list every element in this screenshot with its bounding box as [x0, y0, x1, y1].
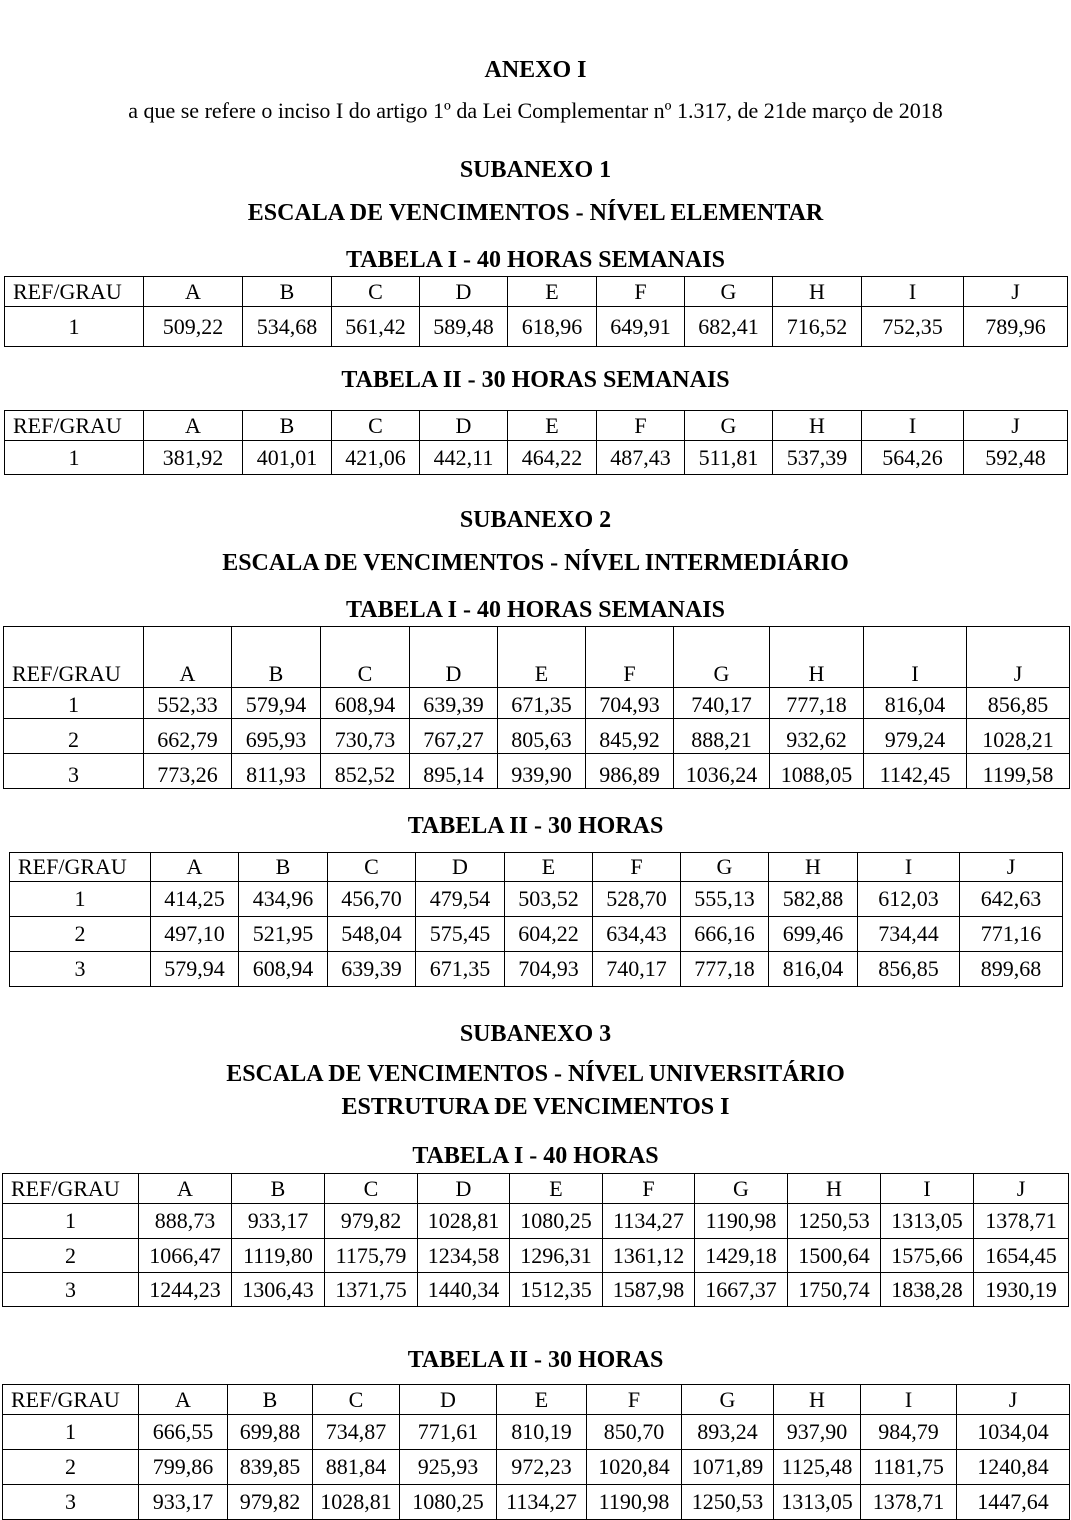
- salary-cell: 1028,21: [967, 719, 1070, 754]
- salary-cell: 434,96: [239, 882, 328, 917]
- salary-cell: 895,14: [410, 754, 498, 789]
- salary-cell: 1930,19: [974, 1273, 1069, 1307]
- column-header-grade: E: [510, 1174, 603, 1204]
- sub3-table2: [2, 1384, 1070, 1520]
- column-header-grade: E: [505, 853, 593, 882]
- salary-cell: 856,85: [858, 952, 960, 987]
- column-header-grade: C: [313, 1385, 400, 1415]
- salary-cell: 899,68: [960, 952, 1063, 987]
- salary-cell: 1190,98: [587, 1485, 682, 1520]
- salary-cell: 888,21: [674, 719, 770, 754]
- salary-cell: 1361,12: [603, 1239, 695, 1273]
- salary-cell: 634,43: [593, 917, 681, 952]
- salary-cell: 1125,48: [774, 1450, 861, 1485]
- ref-cell: 2: [3, 1239, 139, 1273]
- ref-cell: 3: [3, 1273, 139, 1307]
- column-header-grade: A: [151, 853, 239, 882]
- column-header-grade: H: [774, 1385, 861, 1415]
- table-header-row: [5, 277, 1068, 307]
- salary-cell: 487,43: [597, 441, 685, 475]
- salary-cell: 979,82: [228, 1485, 313, 1520]
- salary-cell: 511,81: [685, 441, 773, 475]
- column-header-grade: J: [960, 853, 1063, 882]
- salary-cell: 639,39: [328, 952, 416, 987]
- salary-cell: 939,90: [498, 754, 586, 789]
- ref-cell: 1: [3, 1204, 139, 1239]
- salary-cell: 1750,74: [788, 1273, 881, 1307]
- salary-cell: 564,26: [862, 441, 964, 475]
- column-header-grade: D: [420, 277, 508, 307]
- column-header-grade: E: [498, 627, 586, 688]
- column-header-grade: J: [967, 627, 1070, 688]
- column-header-grade: B: [243, 277, 332, 307]
- salary-cell: 649,91: [597, 307, 685, 347]
- table-row: [4, 754, 1070, 789]
- subanexo-1-title: SUBANEXO 1: [459, 157, 612, 183]
- salary-cell: 740,17: [593, 952, 681, 987]
- column-header-ref-grau: REF/GRAU: [3, 1385, 139, 1415]
- salary-cell: 1080,25: [510, 1204, 603, 1239]
- salary-cell: 699,88: [228, 1415, 313, 1450]
- salary-cell: 839,85: [228, 1450, 313, 1485]
- column-header-grade: G: [685, 277, 773, 307]
- salary-cell: 421,06: [332, 441, 420, 475]
- subanexo-2-title: SUBANEXO 2: [459, 507, 612, 533]
- salary-cell: 1250,53: [788, 1204, 881, 1239]
- salary-cell: 582,88: [769, 882, 858, 917]
- salary-cell: 579,94: [151, 952, 239, 987]
- column-header-grade: A: [139, 1174, 232, 1204]
- salary-cell: 1587,98: [603, 1273, 695, 1307]
- subanexo-3-title: SUBANEXO 3: [459, 1021, 612, 1047]
- sub3-table2-title: TABELA II - 30 HORAS: [407, 1347, 664, 1373]
- table-row: [3, 1415, 1070, 1450]
- table-row: [3, 1450, 1070, 1485]
- salary-cell: 811,93: [232, 754, 321, 789]
- salary-cell: 704,93: [586, 688, 674, 719]
- salary-cell: 1088,05: [770, 754, 864, 789]
- table-header-row: [10, 853, 1063, 882]
- salary-cell: 979,24: [864, 719, 967, 754]
- salary-cell: 845,92: [586, 719, 674, 754]
- column-header-grade: A: [139, 1385, 228, 1415]
- salary-cell: 1667,37: [695, 1273, 788, 1307]
- salary-cell: 604,22: [505, 917, 593, 952]
- sub2-table2-title: TABELA II - 30 HORAS: [407, 813, 664, 839]
- salary-cell: 1181,75: [861, 1450, 957, 1485]
- salary-cell: 1142,45: [864, 754, 967, 789]
- salary-cell: 682,41: [685, 307, 773, 347]
- salary-cell: 1036,24: [674, 754, 770, 789]
- salary-cell: 695,93: [232, 719, 321, 754]
- salary-cell: 816,04: [769, 952, 858, 987]
- ref-cell: 3: [10, 952, 151, 987]
- salary-cell: 1313,05: [774, 1485, 861, 1520]
- salary-cell: 740,17: [674, 688, 770, 719]
- column-header-grade: J: [974, 1174, 1069, 1204]
- salary-cell: 979,82: [325, 1204, 418, 1239]
- table-row: [5, 441, 1068, 475]
- salary-cell: 479,54: [416, 882, 505, 917]
- salary-cell: 561,42: [332, 307, 420, 347]
- column-header-grade: C: [325, 1174, 418, 1204]
- column-header-ref-grau: REF/GRAU: [5, 277, 144, 307]
- salary-cell: 730,73: [321, 719, 410, 754]
- salary-cell: 579,94: [232, 688, 321, 719]
- table-header-row: [3, 1174, 1069, 1204]
- salary-cell: 464,22: [508, 441, 597, 475]
- column-header-grade: I: [862, 277, 964, 307]
- column-header-grade: D: [410, 627, 498, 688]
- salary-cell: 1306,43: [232, 1273, 325, 1307]
- table-row: [3, 1239, 1069, 1273]
- salary-cell: 767,27: [410, 719, 498, 754]
- table-row: [4, 719, 1070, 754]
- column-header-grade: D: [400, 1385, 497, 1415]
- sub3-table1-title: TABELA I - 40 HORAS: [412, 1143, 659, 1169]
- column-header-grade: H: [773, 277, 862, 307]
- table-row: [10, 882, 1063, 917]
- salary-cell: 442,11: [420, 441, 508, 475]
- salary-cell: 608,94: [321, 688, 410, 719]
- column-header-grade: G: [682, 1385, 774, 1415]
- salary-cell: 608,94: [239, 952, 328, 987]
- salary-cell: 789,96: [964, 307, 1068, 347]
- salary-cell: 1244,23: [139, 1273, 232, 1307]
- salary-cell: 771,16: [960, 917, 1063, 952]
- salary-cell: 805,63: [498, 719, 586, 754]
- salary-cell: 1429,18: [695, 1239, 788, 1273]
- column-header-grade: G: [681, 853, 769, 882]
- column-header-ref-grau: REF/GRAU: [4, 627, 144, 688]
- salary-cell: 414,25: [151, 882, 239, 917]
- salary-cell: 933,17: [232, 1204, 325, 1239]
- salary-cell: 401,01: [243, 441, 332, 475]
- salary-cell: 1250,53: [682, 1485, 774, 1520]
- salary-cell: 852,52: [321, 754, 410, 789]
- salary-cell: 548,04: [328, 917, 416, 952]
- column-header-grade: J: [964, 277, 1068, 307]
- salary-cell: 716,52: [773, 307, 862, 347]
- column-header-grade: I: [862, 411, 964, 441]
- salary-cell: 1119,80: [232, 1239, 325, 1273]
- column-header-grade: D: [418, 1174, 510, 1204]
- sub2-table1: [3, 626, 1070, 789]
- salary-cell: 893,24: [682, 1415, 774, 1450]
- ref-cell: 1: [5, 307, 144, 347]
- column-header-grade: F: [597, 277, 685, 307]
- salary-cell: 666,16: [681, 917, 769, 952]
- salary-cell: 1575,66: [881, 1239, 974, 1273]
- sub1-table1: [4, 276, 1068, 347]
- column-header-grade: I: [864, 627, 967, 688]
- subanexo-2-scale: ESCALA DE VENCIMENTOS - NÍVEL INTERMEDIÁRIO: [222, 550, 849, 576]
- column-header-grade: J: [964, 411, 1068, 441]
- salary-cell: 699,46: [769, 917, 858, 952]
- salary-cell: 1654,45: [974, 1239, 1069, 1273]
- column-header-grade: H: [769, 853, 858, 882]
- column-header-grade: F: [586, 627, 674, 688]
- annex-subtitle: a que se refere o inciso I do artigo 1º da Lei Complementar nº 1.317, de 21de março de 2018: [128, 98, 943, 123]
- column-header-grade: J: [957, 1385, 1070, 1415]
- salary-cell: 881,84: [313, 1450, 400, 1485]
- column-header-grade: D: [420, 411, 508, 441]
- column-header-grade: E: [497, 1385, 587, 1415]
- ref-cell: 2: [4, 719, 144, 754]
- column-header-grade: C: [328, 853, 416, 882]
- salary-cell: 777,18: [770, 688, 864, 719]
- salary-cell: 1134,27: [497, 1485, 587, 1520]
- column-header-grade: A: [144, 411, 243, 441]
- salary-cell: 589,48: [420, 307, 508, 347]
- salary-cell: 642,63: [960, 882, 1063, 917]
- salary-cell: 1028,81: [418, 1204, 510, 1239]
- salary-cell: 1034,04: [957, 1415, 1070, 1450]
- ref-cell: 1: [10, 882, 151, 917]
- column-header-grade: F: [603, 1174, 695, 1204]
- salary-cell: 666,55: [139, 1415, 228, 1450]
- column-header-grade: F: [587, 1385, 682, 1415]
- salary-cell: 1371,75: [325, 1273, 418, 1307]
- salary-cell: 1296,31: [510, 1239, 603, 1273]
- salary-cell: 932,62: [770, 719, 864, 754]
- salary-cell: 521,95: [239, 917, 328, 952]
- salary-cell: 1199,58: [967, 754, 1070, 789]
- salary-cell: 671,35: [498, 688, 586, 719]
- ref-cell: 1: [4, 688, 144, 719]
- table-row: [10, 952, 1063, 987]
- column-header-grade: C: [332, 411, 420, 441]
- salary-cell: 575,45: [416, 917, 505, 952]
- column-header-grade: I: [858, 853, 960, 882]
- salary-cell: 888,73: [139, 1204, 232, 1239]
- salary-cell: 671,35: [416, 952, 505, 987]
- salary-cell: 799,86: [139, 1450, 228, 1485]
- column-header-grade: F: [597, 411, 685, 441]
- salary-cell: 503,52: [505, 882, 593, 917]
- salary-cell: 1134,27: [603, 1204, 695, 1239]
- column-header-grade: D: [416, 853, 505, 882]
- ref-cell: 3: [3, 1485, 139, 1520]
- column-header-grade: B: [232, 1174, 325, 1204]
- salary-cell: 639,39: [410, 688, 498, 719]
- column-header-ref-grau: REF/GRAU: [10, 853, 151, 882]
- column-header-ref-grau: REF/GRAU: [5, 411, 144, 441]
- salary-cell: 612,03: [858, 882, 960, 917]
- column-header-grade: I: [881, 1174, 974, 1204]
- salary-cell: 816,04: [864, 688, 967, 719]
- sub2-table1-title: TABELA I - 40 HORAS SEMANAIS: [346, 597, 725, 623]
- column-header-grade: C: [332, 277, 420, 307]
- salary-cell: 856,85: [967, 688, 1070, 719]
- subanexo-1-scale: ESCALA DE VENCIMENTOS - NÍVEL ELEMENTAR: [247, 200, 824, 226]
- salary-cell: 509,22: [144, 307, 243, 347]
- table-row: [5, 307, 1068, 347]
- salary-cell: 773,26: [144, 754, 232, 789]
- column-header-grade: G: [685, 411, 773, 441]
- salary-cell: 1447,64: [957, 1485, 1070, 1520]
- salary-cell: 534,68: [243, 307, 332, 347]
- ref-cell: 2: [10, 917, 151, 952]
- table-header-row: [5, 411, 1068, 441]
- salary-cell: 1440,34: [418, 1273, 510, 1307]
- column-header-grade: B: [243, 411, 332, 441]
- salary-cell: 618,96: [508, 307, 597, 347]
- sub1-table1-title: TABELA I - 40 HORAS SEMANAIS: [346, 247, 725, 273]
- table-row: [4, 688, 1070, 719]
- ref-cell: 1: [3, 1415, 139, 1450]
- table-header-row: [3, 1385, 1070, 1415]
- column-header-ref-grau: REF/GRAU: [3, 1174, 139, 1204]
- column-header-grade: B: [228, 1385, 313, 1415]
- salary-cell: 497,10: [151, 917, 239, 952]
- salary-cell: 972,23: [497, 1450, 587, 1485]
- salary-cell: 381,92: [144, 441, 243, 475]
- sub2-table2: [9, 852, 1063, 987]
- ref-cell: 2: [3, 1450, 139, 1485]
- ref-cell: 1: [5, 441, 144, 475]
- salary-cell: 1313,05: [881, 1204, 974, 1239]
- table-row: [3, 1485, 1070, 1520]
- table-row: [3, 1273, 1069, 1307]
- salary-cell: 1190,98: [695, 1204, 788, 1239]
- salary-cell: 937,90: [774, 1415, 861, 1450]
- salary-cell: 662,79: [144, 719, 232, 754]
- sub1-table2: [4, 410, 1068, 475]
- salary-cell: 752,35: [862, 307, 964, 347]
- salary-cell: 537,39: [773, 441, 862, 475]
- column-header-grade: A: [144, 277, 243, 307]
- subanexo-3-scale: ESCALA DE VENCIMENTOS - NÍVEL UNIVERSITÁRIO: [226, 1061, 845, 1087]
- column-header-grade: G: [695, 1174, 788, 1204]
- salary-cell: 1028,81: [313, 1485, 400, 1520]
- salary-cell: 528,70: [593, 882, 681, 917]
- column-header-grade: F: [593, 853, 681, 882]
- salary-cell: 984,79: [861, 1415, 957, 1450]
- salary-cell: 1378,71: [974, 1204, 1069, 1239]
- sub3-structure-title: ESTRUTURA DE VENCIMENTOS I: [341, 1094, 730, 1120]
- column-header-grade: H: [788, 1174, 881, 1204]
- sub3-table1: [2, 1173, 1069, 1307]
- table-header-row: [4, 627, 1070, 688]
- salary-cell: 1066,47: [139, 1239, 232, 1273]
- column-header-grade: H: [770, 627, 864, 688]
- salary-cell: 734,44: [858, 917, 960, 952]
- column-header-grade: A: [144, 627, 232, 688]
- column-header-grade: E: [508, 277, 597, 307]
- table-row: [3, 1204, 1069, 1239]
- salary-cell: 933,17: [139, 1485, 228, 1520]
- salary-cell: 1240,84: [957, 1450, 1070, 1485]
- salary-cell: 810,19: [497, 1415, 587, 1450]
- salary-cell: 1378,71: [861, 1485, 957, 1520]
- column-header-grade: B: [232, 627, 321, 688]
- column-header-grade: G: [674, 627, 770, 688]
- column-header-grade: E: [508, 411, 597, 441]
- salary-cell: 734,87: [313, 1415, 400, 1450]
- salary-cell: 1512,35: [510, 1273, 603, 1307]
- column-header-grade: H: [773, 411, 862, 441]
- ref-cell: 3: [4, 754, 144, 789]
- salary-cell: 1500,64: [788, 1239, 881, 1273]
- salary-cell: 1175,79: [325, 1239, 418, 1273]
- sub1-table2-title: TABELA II - 30 HORAS SEMANAIS: [341, 367, 730, 393]
- column-header-grade: C: [321, 627, 410, 688]
- column-header-grade: I: [861, 1385, 957, 1415]
- salary-cell: 592,48: [964, 441, 1068, 475]
- salary-cell: 986,89: [586, 754, 674, 789]
- salary-cell: 552,33: [144, 688, 232, 719]
- salary-cell: 1234,58: [418, 1239, 510, 1273]
- salary-cell: 456,70: [328, 882, 416, 917]
- salary-cell: 1080,25: [400, 1485, 497, 1520]
- salary-cell: 555,13: [681, 882, 769, 917]
- salary-cell: 850,70: [587, 1415, 682, 1450]
- salary-cell: 777,18: [681, 952, 769, 987]
- salary-cell: 771,61: [400, 1415, 497, 1450]
- salary-cell: 1071,89: [682, 1450, 774, 1485]
- column-header-grade: B: [239, 853, 328, 882]
- salary-cell: 1020,84: [587, 1450, 682, 1485]
- annex-title: ANEXO I: [484, 57, 587, 83]
- table-row: [10, 917, 1063, 952]
- salary-cell: 925,93: [400, 1450, 497, 1485]
- salary-cell: 1838,28: [881, 1273, 974, 1307]
- salary-cell: 704,93: [505, 952, 593, 987]
